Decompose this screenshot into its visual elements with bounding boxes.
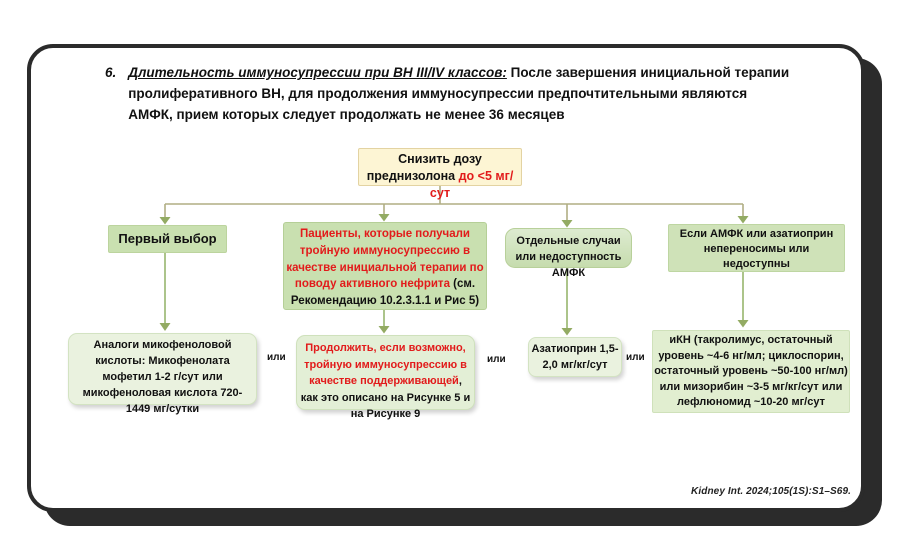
flow-node-azathioprine: Азатиоприн 1,5-2,0 мг/кг/сут	[528, 337, 622, 377]
or-label-3: или	[626, 352, 645, 363]
flow-node-triple-immunosuppression-patients	[283, 222, 487, 310]
triple-immunosuppression-red-text: Пациенты, которые получали тройную иммуносупрессию в качестве инициальной терапии по поводу активного нефрита	[286, 228, 484, 291]
heading-number: 6.	[105, 65, 117, 80]
prednisolone-line-2: преднизолона до <5 мг/сут	[366, 169, 514, 200]
arrowhead-top-3	[562, 220, 573, 228]
flow-node-mycophenolate-analogues: Аналоги микофеноловой кислоты: Микофенолата мофетил 1-2 г/сут или микофеноловая кислота 720-1449 мг/сутки	[68, 333, 257, 405]
continue-triple-ref-text: , как это описано на Рисунке 5 и на Рисунке 9	[300, 375, 471, 420]
prednisolone-line-1: Снизить дозу	[398, 152, 482, 166]
arrowhead-mid-2	[379, 326, 390, 334]
arrowhead-mid-1	[160, 323, 171, 331]
arrowhead-top-2	[379, 214, 390, 222]
flow-node-special-cases-mpaa-unavailable: Отдельные случаи или недоступность АМФК	[505, 228, 632, 268]
heading-text	[128, 62, 792, 125]
flow-node-first-choice: Первый выбор	[108, 225, 227, 253]
continue-triple-red-text: Продолжить, если возможно, тройную иммуносупрессию в качестве поддерживающей	[304, 342, 467, 387]
arrowhead-top-4	[738, 216, 749, 224]
flow-node-continue-triple-maintenance	[296, 335, 475, 420]
citation: Kidney Int. 2024;105(1S):S1–S69.	[691, 486, 851, 497]
heading-title-rest: После завершения инициальной терапии пролиферативного ВН, для продолжения иммуносупрессии предпочтительными являются АМФК, прием которых следует продолжать не менее 36 месяцев	[128, 65, 790, 122]
arrowhead-top-1	[160, 217, 171, 225]
prednisolone-dose-red: до <5 мг/сут	[429, 169, 514, 200]
slide-content	[31, 48, 861, 508]
slide-heading	[105, 62, 805, 125]
arrowhead-mid-4	[738, 320, 749, 328]
or-label-1: или	[267, 352, 286, 363]
heading-title-underlined: Длительность иммуносупрессии при ВН III/IV классов:	[128, 65, 507, 80]
slide-frame	[27, 44, 865, 512]
flow-node-prednisolone-dose	[358, 148, 522, 200]
flow-node-cni-alternatives: иКН (такролимус, остаточный уровень ~4-6 нг/мл; циклоспорин, остаточный уровень ~50-100 нг/мл) или мизорибин ~3-5 мг/кг/сут или лефлюномид ~10-20 мг/сут	[652, 330, 850, 413]
triple-immunosuppression-ref-text: (см. Рекомендацию 10.2.3.1.1 и Рис 5)	[290, 278, 480, 308]
or-label-2: или	[487, 354, 506, 365]
flow-node-mpaa-azathioprine-intolerant: Если АМФК или азатиоприн непереносимы или недоступны	[668, 224, 845, 272]
arrowhead-mid-3	[562, 328, 573, 336]
